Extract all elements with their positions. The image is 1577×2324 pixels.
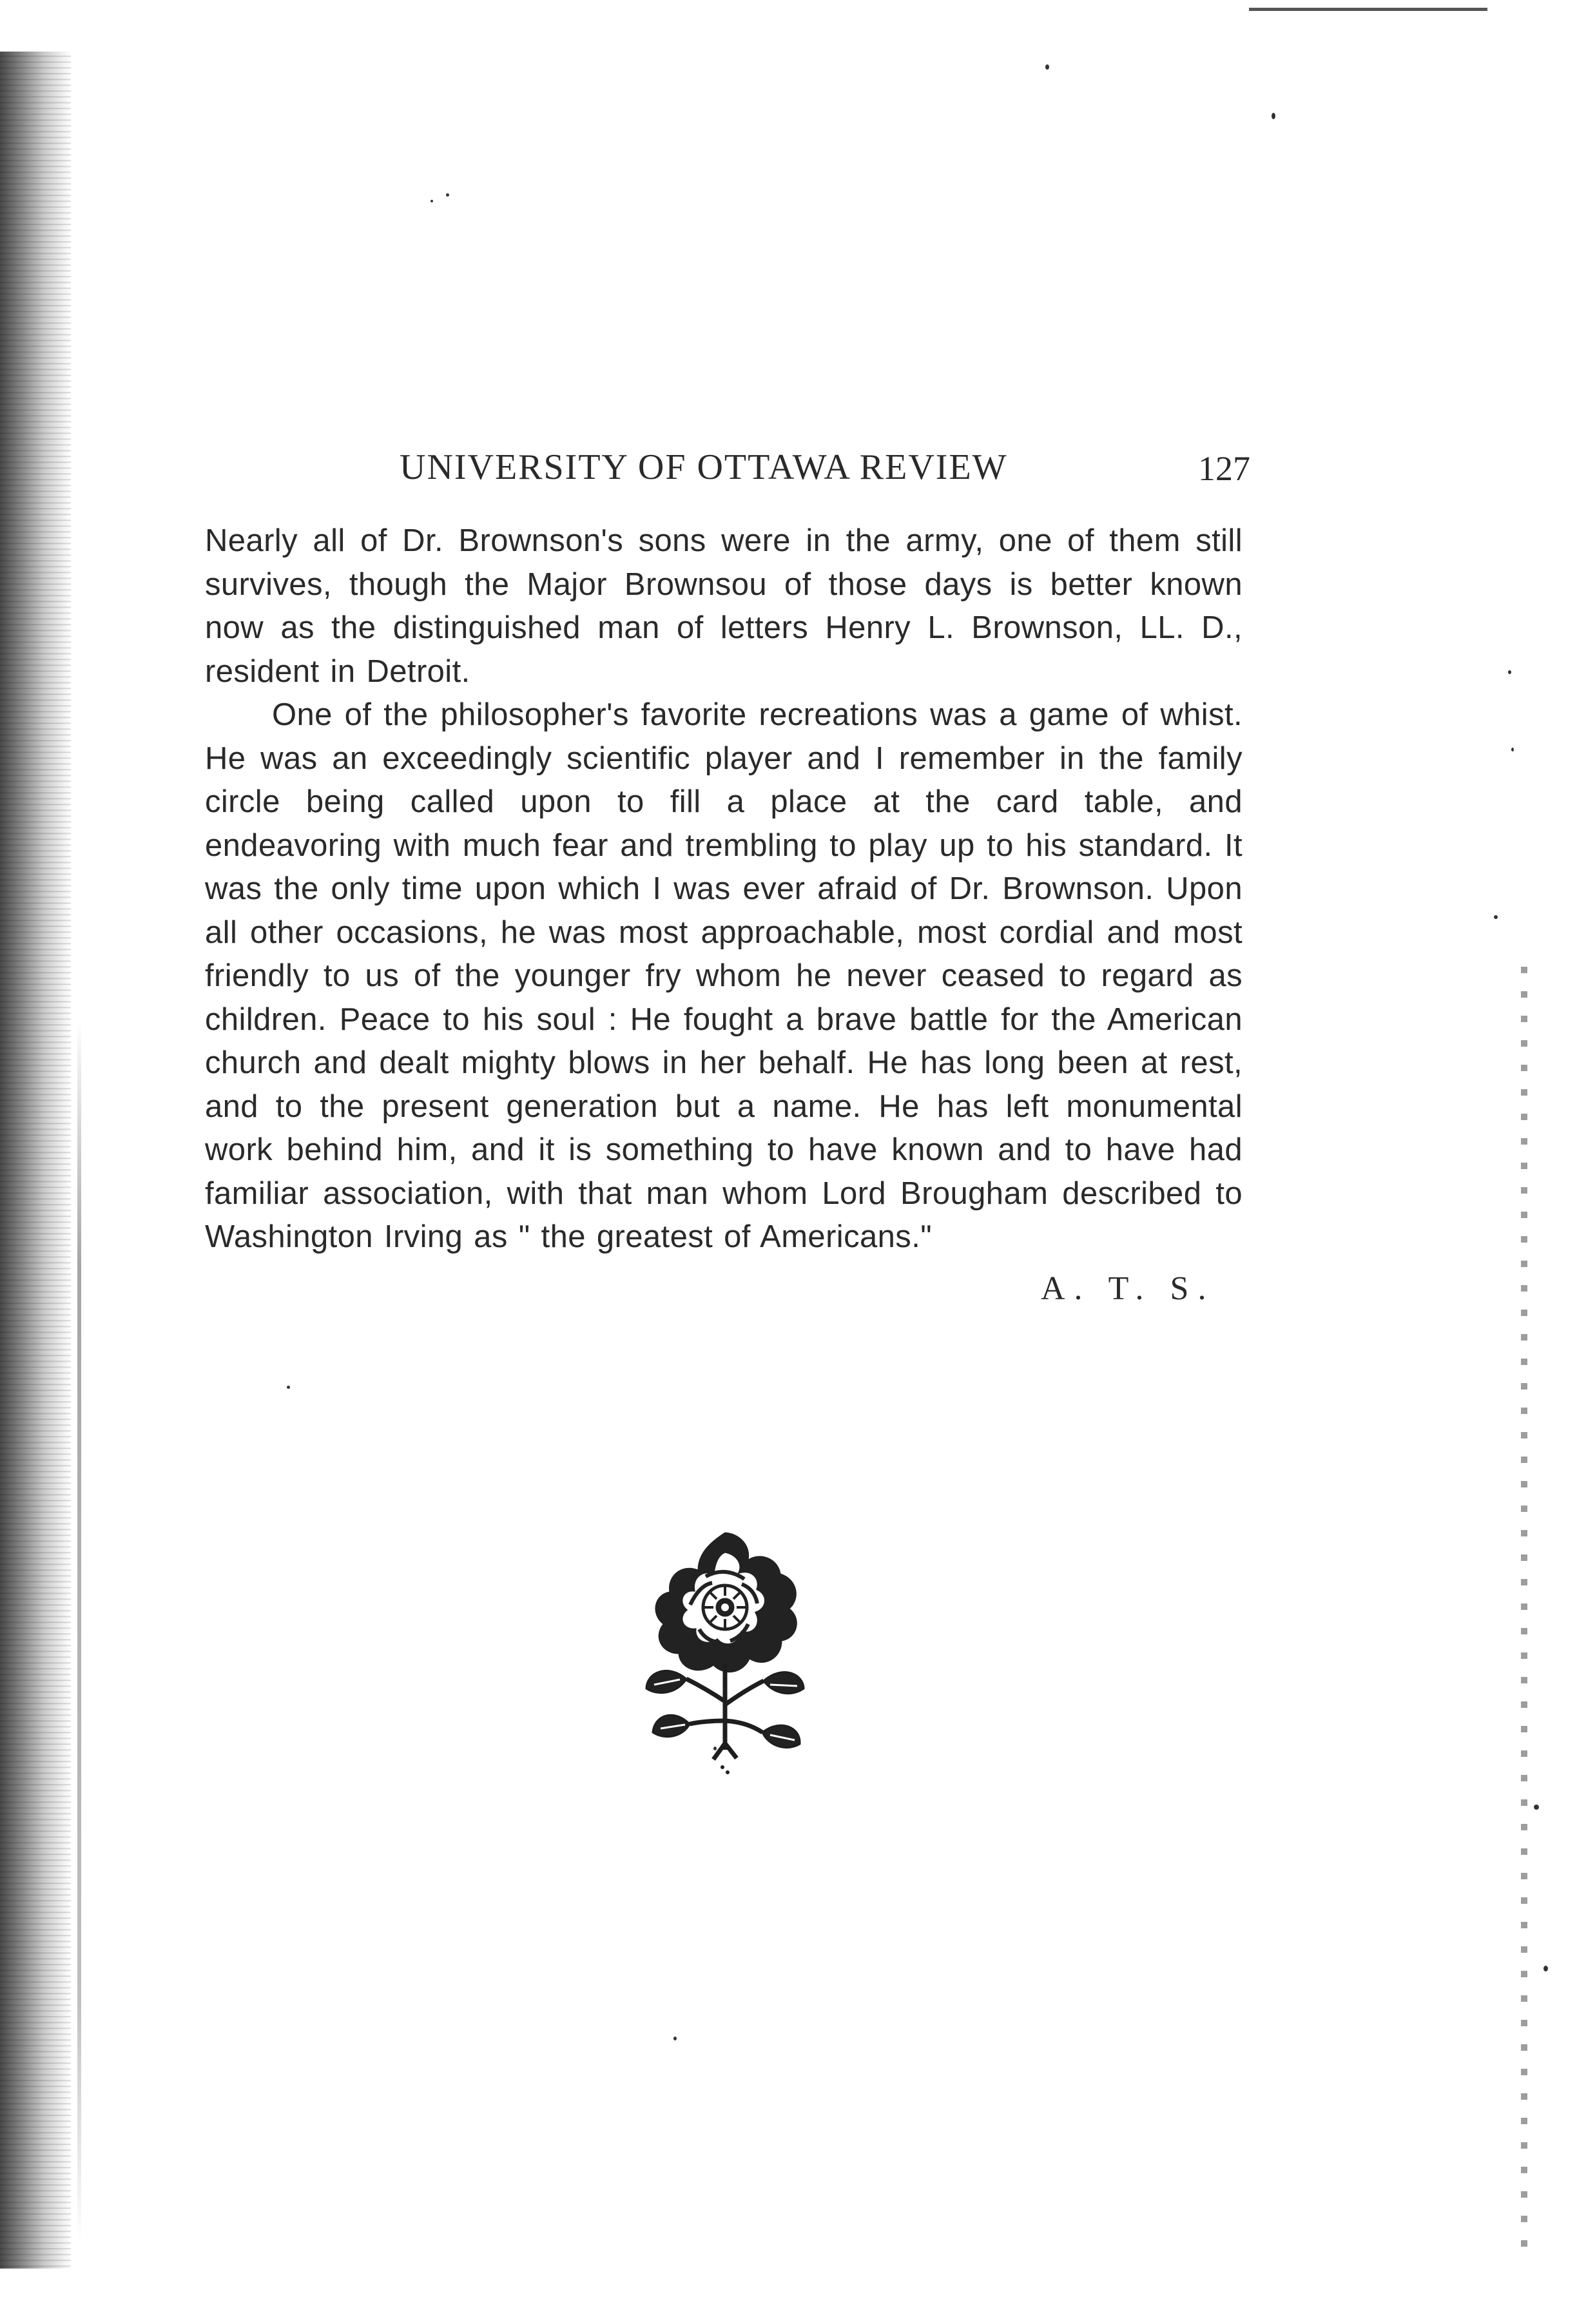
right-edge-specks bbox=[1521, 967, 1527, 2256]
speck bbox=[1508, 670, 1511, 674]
rose-flower-icon bbox=[628, 1527, 822, 1779]
page-header bbox=[400, 445, 1250, 490]
paragraph: Nearly all of Dr. Brownson's sons were in the army, one of them still survives, though the Major Brownsou of those days is better known now as the distinguished man of letters Henry L. Brownson, LL. D., resident in Detroit. bbox=[205, 523, 1243, 689]
speck bbox=[1543, 1966, 1548, 1971]
speck bbox=[1511, 748, 1514, 751]
running-title: UNIVERSITY OF OTTAWA REVIEW bbox=[400, 447, 1008, 487]
speck bbox=[1045, 64, 1049, 70]
author-initials: A. T. S. bbox=[1041, 1270, 1215, 1307]
speck bbox=[1494, 915, 1498, 919]
rose-petals bbox=[655, 1533, 797, 1672]
speck bbox=[673, 2037, 677, 2040]
speck bbox=[446, 193, 449, 197]
speck bbox=[431, 200, 433, 202]
binding-edge bbox=[77, 1018, 81, 2243]
paragraph: One of the philosopher's favorite recreations was a game of whist. He was an exceedingly scientific player and I remember in the family circle being called upon to fill a place at the card table, and endeavoring with much fear and trembling to play up to his standard. It was the only time upon which I was ever afraid of Dr. Brownson. Upon all other occasions, he was most approachable, most cordial and most friendly to us of the younger fry whom he never ceased to regard as children. Peace to his soul : He fought a brave battle for the American church and dealt mighty blows in her behalf. He has long been at rest, and to the present generation but a name. He has left monumental work behind him, and it is something to have known and to have had familiar association, with that man whom Lord Brougham described to Washington Irving as " the greatest of Americans." bbox=[205, 697, 1243, 1254]
top-rule bbox=[1249, 8, 1487, 11]
speck bbox=[1272, 113, 1275, 119]
binding-shadow bbox=[0, 52, 71, 2269]
speck bbox=[287, 1386, 290, 1389]
speck bbox=[1534, 1805, 1539, 1810]
article-body bbox=[205, 519, 1243, 1259]
page-number: 127 bbox=[1198, 449, 1250, 488]
rose-stems bbox=[686, 1664, 764, 1759]
